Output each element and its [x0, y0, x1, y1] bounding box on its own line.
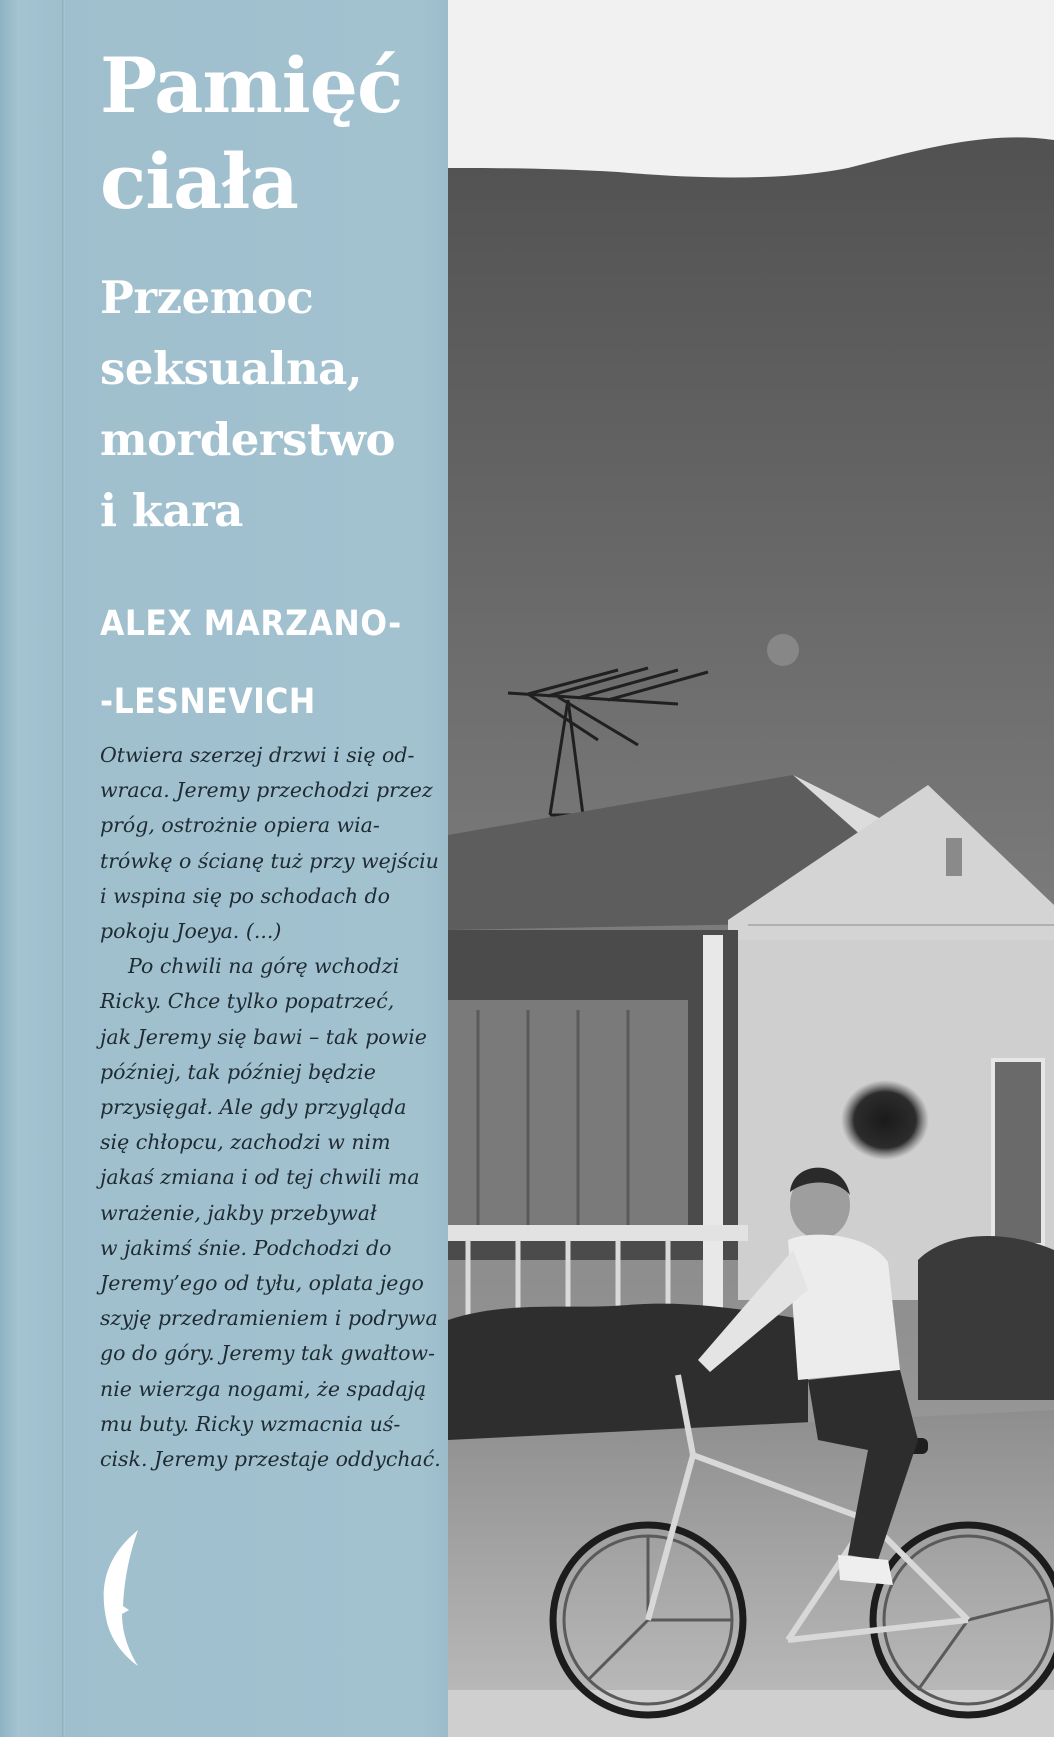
book-subtitle: [100, 262, 440, 546]
excerpt-line: w jakimś śnie. Podchodzi do: [100, 1235, 392, 1260]
excerpt-line: nie wierzga nogami, że spadają: [100, 1376, 427, 1401]
excerpt-line: jakaś zmiana i od tej chwili ma: [100, 1165, 420, 1190]
excerpt-line: przysięgał. Ale gdy przygląda: [100, 1095, 407, 1120]
subtitle-line: morderstwo: [100, 413, 396, 466]
excerpt-line: się chłopcu, zachodzi w nim: [100, 1130, 391, 1155]
title-line: Pamięć: [100, 41, 403, 130]
book-excerpt: [100, 738, 445, 1477]
author-name: [100, 585, 445, 741]
excerpt-line: Ricky. Chce tylko popatrzeć,: [100, 989, 395, 1014]
subtitle-line: seksualna,: [100, 342, 362, 395]
excerpt-line: cisk. Jeremy przestaje oddychać.: [100, 1447, 441, 1472]
cover-photo: [448, 0, 1054, 1737]
excerpt-line: wraca. Jeremy przechodzi przez: [100, 778, 433, 803]
excerpt-line: próg, ostrożnie opiera wia-: [100, 813, 380, 838]
book-title: [100, 38, 440, 230]
spine-fold: [62, 0, 65, 1737]
excerpt-line: pokoju Joeya. (...): [100, 919, 282, 944]
excerpt-line: jak Jeremy się bawi – tak powie: [100, 1024, 427, 1049]
crescent-face-logo-icon: [98, 1528, 142, 1668]
subtitle-line: Przemoc: [100, 271, 314, 324]
excerpt-line: mu buty. Ricky wzmacnia uś-: [100, 1411, 401, 1436]
excerpt-line: później, tak później będzie: [100, 1059, 376, 1084]
title-line: ciała: [100, 137, 298, 226]
excerpt-line: trówkę o ścianę tuż przy wejściu: [100, 848, 439, 873]
subtitle-line: i kara: [100, 484, 243, 537]
excerpt-line: Jeremy’ego od tyłu, oplata jego: [100, 1271, 424, 1296]
excerpt-line: szyję przedramieniem i podrywa: [100, 1306, 438, 1331]
excerpt-line: Po chwili na górę wchodzi: [128, 954, 400, 979]
excerpt-line: Otwiera szerzej drzwi i się od-: [100, 743, 415, 767]
author-line: -LESNEVICH: [100, 682, 316, 722]
cover-text-panel: [0, 0, 448, 1737]
excerpt-line: go do góry. Jeremy tak gwałtow-: [100, 1341, 435, 1366]
author-line: ALEX MARZANO-: [100, 604, 402, 644]
excerpt-line: i wspina się po schodach do: [100, 883, 391, 908]
excerpt-line: wrażenie, jakby przebywał: [100, 1200, 377, 1225]
